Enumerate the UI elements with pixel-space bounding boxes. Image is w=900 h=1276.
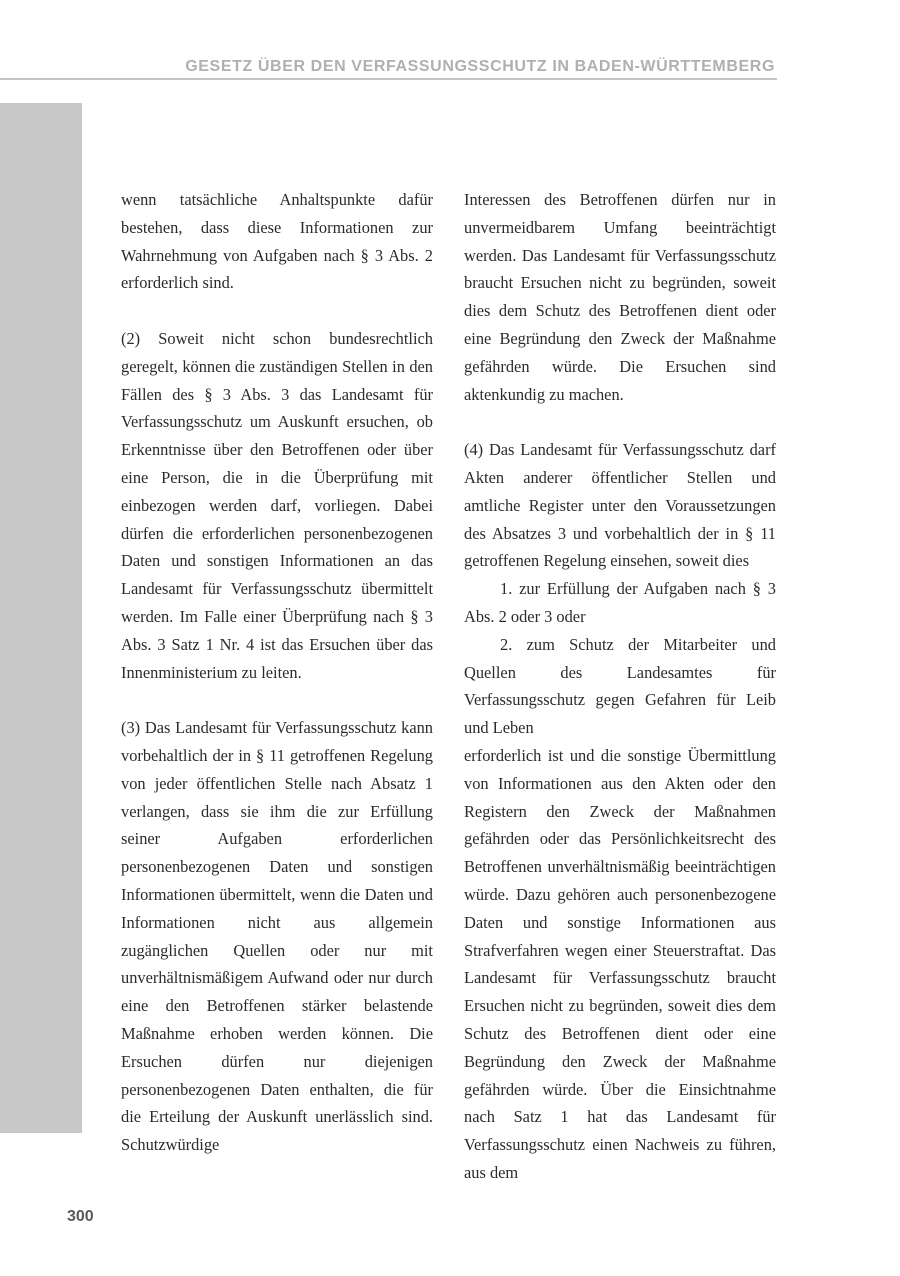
paragraph-section-3-continued: Interessen des Betroffenen dürfen nur in unvermeidbarem Umfang beeinträchtigt werden. Das Landesamt für Verfassungsschutz braucht Ersuchen nicht zu begründen, soweit dies dem Schutz des Betroffenen dient oder eine Begründung den Zweck der Maßnahme gefährden würde. Die Ersuchen sind aktenkundig zu machen. [464, 190, 776, 404]
list-item-1: 1. zur Erfüllung der Aufgaben nach § 3 Abs. 2 oder 3 oder [464, 579, 776, 626]
paragraph-section-2: (2) Soweit nicht schon bundesrechtlich geregelt, können die zuständigen Stellen in den Fällen des § 3 Abs. 3 das Landesamt für Verfassungsschutz um Auskunft ersuchen, ob Erkenntnisse über den Betroffenen oder über eine Person, die in die Überprüfung mit einbezogen werden darf, vorliegen. Dabei dürfen die erforderlichen personenbezogenen Daten und sonstigen Informationen an das Landesamt für Verfassungsschutz übermittelt werden. Im Falle einer Überprüfung nach § 3 Abs. 3 Satz 1 Nr. 4 ist das Ersuchen über das Innenministerium zu leiten. [121, 328, 433, 682]
side-margin-bar [0, 103, 82, 1133]
page-number: 300 [67, 1208, 94, 1225]
running-header: GESETZ ÜBER DEN VERFASSUNGSSCHUTZ IN BADEN-WÜRTTEMBERG [185, 58, 775, 75]
header-rule [0, 78, 777, 80]
paragraph-section-4: (4) Das Landesamt für Verfassungsschutz darf Akten anderer öffentlicher Stellen und amtliche Register unter den Voraussetzungen des Absatzes 3 und vorbehaltlich der in § 11 getroffenen Regelung einsehen, soweit dies [464, 440, 776, 571]
paragraph-section-4-continued: erforderlich ist und die sonstige Übermittlung von Informationen aus den Akten oder den Registern den Zweck der Maßnahmen gefährden oder das Persönlichkeitsrecht des Betroffenen unverhältnismäßig beeinträchtigen würde. Dazu gehören auch personenbezogene Daten und sonstige Informationen aus Strafverfahren wegen einer Steuerstraftat. Das Landesamt für Verfassungsschutz braucht Ersuchen nicht zu begründen, soweit dies dem Schutz des Betroffenen dient oder eine Begründung den Zweck der Maßnahme gefährden würde. Über die Einsichtnahme nach Satz 1 hat das Landesamt für Verfassungsschutz einen Nachweis zu führen, aus dem [464, 745, 776, 1182]
list-item-2: 2. zum Schutz der Mitarbeiter und Quellen des Landesamtes für Verfassungsschutz gegen Gefahren für Leib und Leben [464, 634, 776, 738]
text-column-left [121, 186, 433, 1159]
paragraph-continuation: wenn tatsächliche Anhaltspunkte dafür bestehen, dass diese Informationen zur Wahrnehmung von Aufgaben nach § 3 Abs. 2 erforderlich sind. [121, 190, 433, 293]
text-column-right [464, 186, 776, 1187]
paragraph-section-3: (3) Das Landesamt für Verfassungsschutz kann vorbehaltlich der in § 11 getroffenen Regelung von jeder öffentlichen Stelle nach Absatz 1 verlangen, dass sie ihm die zur Erfüllung seiner Aufgaben erforderlichen personenbezogenen Daten und sonstigen Informationen übermittelt, wenn die Daten und Informationen nicht aus allgemein zugänglichen Quellen oder nur mit unverhältnismäßigem Aufwand oder nur durch eine den Betroffenen stärker belastende Maßnahme erhoben werden können. Die Ersuchen dürfen nur diejenigen personenbezogenen Daten enthalten, die für die Erteilung der Auskunft unerlässlich sind. Schutzwürdige [121, 718, 433, 1155]
